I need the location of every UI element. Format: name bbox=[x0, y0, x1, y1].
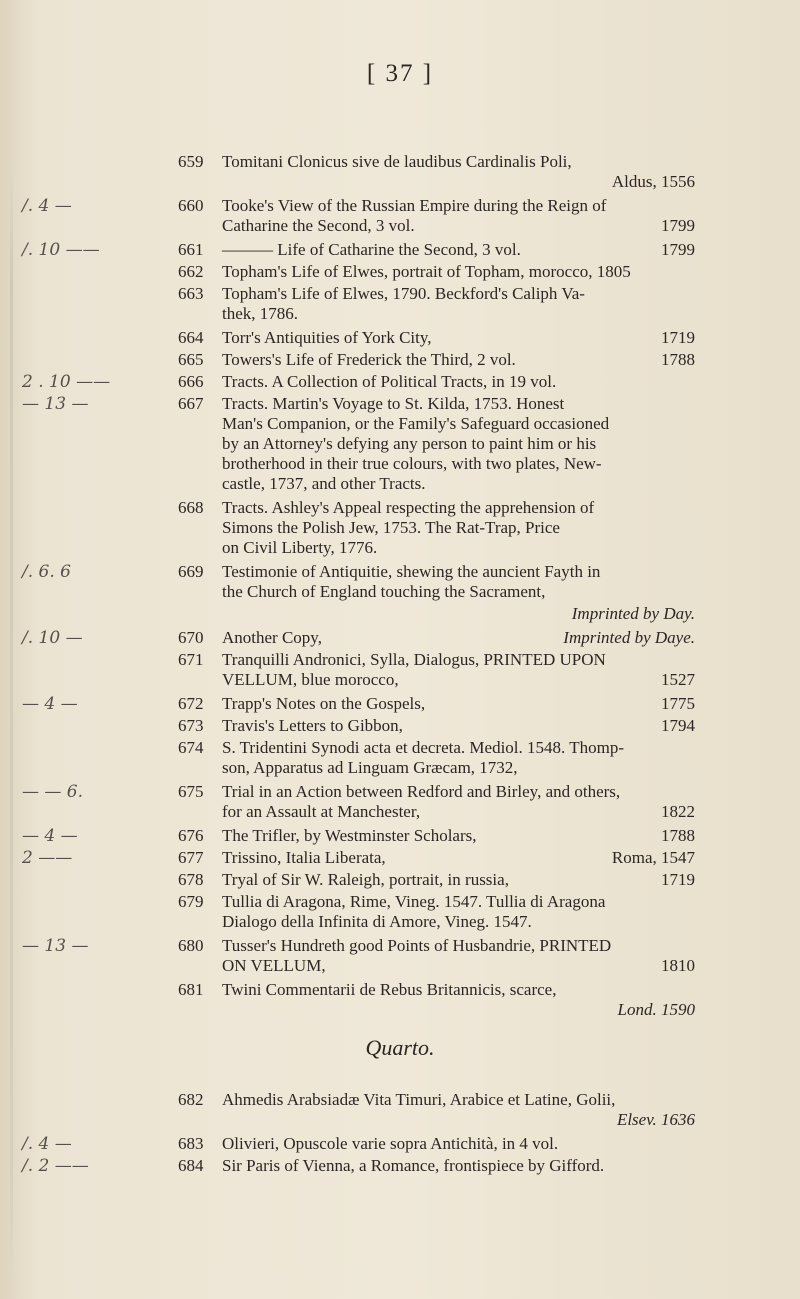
entry-text: Towers's Life of Frederick the Third, 2 vol. bbox=[222, 350, 516, 369]
section-title: Quarto. bbox=[365, 1035, 435, 1060]
entry-number: 670 bbox=[178, 628, 204, 647]
entry-continuation: the Church of England touching the Sacrament, bbox=[222, 582, 546, 601]
entry-imprint: Imprinted by Day. bbox=[571, 604, 695, 623]
entry-imprint: Roma, 1547 bbox=[611, 848, 695, 867]
entry-imprint: 1775 bbox=[661, 694, 695, 713]
entry-imprint: Elsev. 1636 bbox=[616, 1110, 695, 1129]
entry-continuation: thek, 1786. bbox=[222, 304, 299, 323]
entry-text: Tracts. Martin's Voyage to St. Kilda, 1753. Honest bbox=[222, 394, 565, 413]
price-mark: 2 —— bbox=[22, 848, 73, 868]
entry-continuation: by an Attorney's defying any person to paint him or his bbox=[222, 434, 597, 453]
entry-number: 661 bbox=[178, 240, 204, 259]
entry-number: 674 bbox=[178, 738, 204, 757]
entry-line bbox=[178, 738, 678, 758]
entry-text: Trissino, Italia Liberata, bbox=[222, 848, 386, 867]
entry-continuation: castle, 1737, and other Tracts. bbox=[222, 474, 426, 493]
entry-imprint: 1527 bbox=[661, 670, 695, 689]
entry-line bbox=[178, 152, 678, 172]
entry-line bbox=[178, 1156, 678, 1176]
entry-line bbox=[178, 562, 678, 582]
entry-imprint: 1788 bbox=[661, 826, 695, 845]
entry-text: S. Tridentini Synodi acta et decreta. Mediol. 1548. Thomp- bbox=[222, 738, 624, 757]
entry-text: Sir Paris of Vienna, a Romance, frontispiece by Gifford. bbox=[222, 1156, 605, 1175]
entry-line bbox=[178, 498, 678, 518]
entry-text: Olivieri, Opuscole varie sopra Antichità, in 4 vol. bbox=[222, 1134, 559, 1153]
entry-line bbox=[178, 1090, 678, 1110]
entry-text: Tullia di Aragona, Rime, Vineg. 1547. Tullia di Aragona bbox=[222, 892, 606, 911]
entry-line bbox=[178, 936, 678, 956]
entry-text: Travis's Letters to Gibbon, bbox=[222, 716, 403, 735]
entry-imprint: 1799 bbox=[661, 240, 695, 259]
entry-imprint: Lond. 1590 bbox=[617, 1000, 695, 1019]
entry-text: Topham's Life of Elwes, 1790. Beckford's Caliph Va- bbox=[222, 284, 585, 303]
entry-number: 675 bbox=[178, 782, 204, 801]
price-mark: /. 10 —— bbox=[22, 240, 100, 260]
entry-number: 678 bbox=[178, 870, 204, 889]
entry-line bbox=[178, 394, 678, 414]
price-mark: — 4 — bbox=[22, 826, 78, 846]
entry-number: 669 bbox=[178, 562, 204, 581]
entry-number: 672 bbox=[178, 694, 204, 713]
entry-text: Tracts. A Collection of Political Tracts, in 19 vol. bbox=[222, 372, 557, 391]
entry-number: 679 bbox=[178, 892, 204, 911]
entry-text: Trapp's Notes on the Gospels, bbox=[222, 694, 426, 713]
price-mark: /. 6. 6 bbox=[22, 562, 71, 582]
entry-number: 662 bbox=[178, 262, 204, 281]
price-mark: /. 4 — bbox=[22, 1134, 72, 1154]
entry-line bbox=[178, 1134, 678, 1154]
entry-imprint: 1719 bbox=[661, 870, 695, 889]
entry-number: 673 bbox=[178, 716, 204, 735]
entry-imprint: 1810 bbox=[661, 956, 695, 975]
entry-number: 667 bbox=[178, 394, 204, 413]
entry-imprint: 1788 bbox=[661, 350, 695, 369]
entry-text: Tusser's Hundreth good Points of Husbandrie, PRINTED bbox=[222, 936, 612, 955]
price-mark: — 13 — bbox=[22, 394, 89, 414]
entry-text: Another Copy, bbox=[222, 628, 322, 647]
entry-continuation: Dialogo della Infinita di Amore, Vineg. 1547. bbox=[222, 912, 532, 931]
entry-line bbox=[178, 782, 678, 802]
entry-text: Torr's Antiquities of York City, bbox=[222, 328, 432, 347]
entry-text: The Trifler, by Westminster Scholars, bbox=[222, 826, 477, 845]
entry-line bbox=[178, 650, 678, 670]
entry-number: 663 bbox=[178, 284, 204, 303]
entry-number: 664 bbox=[178, 328, 204, 347]
price-mark: /. 2 —— bbox=[22, 1156, 89, 1176]
entry-number: 665 bbox=[178, 350, 204, 369]
entry-line bbox=[178, 196, 678, 216]
entry-imprint: Imprinted by Daye. bbox=[563, 628, 695, 647]
entry-line bbox=[178, 372, 678, 392]
entry-text: Testimonie of Antiquitie, shewing the auncient Fayth in bbox=[222, 562, 601, 581]
entry-imprint: 1794 bbox=[661, 716, 695, 735]
entry-number: 671 bbox=[178, 650, 204, 669]
entry-text: Tomitani Clonicus sive de laudibus Cardinalis Poli, bbox=[222, 152, 572, 171]
entry-continuation: on Civil Liberty, 1776. bbox=[222, 538, 378, 557]
entry-line bbox=[178, 262, 678, 282]
entry-number: 684 bbox=[178, 1156, 204, 1175]
entry-imprint: 1822 bbox=[661, 802, 695, 821]
entry-number: 683 bbox=[178, 1134, 204, 1153]
price-mark: — 4 — bbox=[22, 694, 78, 714]
entry-number: 668 bbox=[178, 498, 204, 517]
entry-continuation: for an Assault at Manchester, bbox=[222, 802, 421, 821]
entry-line bbox=[178, 892, 678, 912]
entry-continuation: Simons the Polish Jew, 1753. The Rat-Trap, Price bbox=[222, 518, 560, 537]
entry-number: 659 bbox=[178, 152, 204, 171]
entry-continuation: Man's Companion, or the Family's Safeguard occasioned bbox=[222, 414, 610, 433]
entry-text: Tranquilli Andronici, Sylla, Dialogus, PRINTED UPON bbox=[222, 650, 606, 669]
entry-number: 677 bbox=[178, 848, 204, 867]
entry-continuation: son, Apparatus ad Linguam Græcam, 1732, bbox=[222, 758, 518, 777]
entry-text: Topham's Life of Elwes, portrait of Topham, morocco, 1805 bbox=[222, 262, 631, 281]
price-mark: /. 4 — bbox=[22, 196, 72, 216]
entry-number: 666 bbox=[178, 372, 204, 391]
entry-text: Trial in an Action between Redford and Birley, and others, bbox=[222, 782, 621, 801]
entry-number: 676 bbox=[178, 826, 204, 845]
entry-text: Twini Commentarii de Rebus Britannicis, scarce, bbox=[222, 980, 557, 999]
entry-text: Tryal of Sir W. Raleigh, portrait, in russia, bbox=[222, 870, 509, 889]
entry-number: 681 bbox=[178, 980, 204, 999]
page-header: [ 37 ] bbox=[366, 60, 434, 87]
entry-imprint: 1799 bbox=[661, 216, 695, 235]
entry-continuation: Catharine the Second, 3 vol. bbox=[222, 216, 415, 235]
entry-number: 682 bbox=[178, 1090, 204, 1109]
price-mark: /. 10 — bbox=[22, 628, 83, 648]
entry-number: 660 bbox=[178, 196, 204, 215]
entry-continuation: ON VELLUM, bbox=[222, 956, 326, 975]
entry-number: 680 bbox=[178, 936, 204, 955]
price-mark: 2 . 10 —— bbox=[22, 372, 111, 392]
entry-line bbox=[178, 284, 678, 304]
price-mark: — 13 — bbox=[22, 936, 89, 956]
entry-text: Ahmedis Arabsiadæ Vita Timuri, Arabice et Latine, Golii, bbox=[222, 1090, 616, 1109]
entry-text: ——— Life of Catharine the Second, 3 vol. bbox=[222, 240, 521, 259]
entry-imprint: 1719 bbox=[661, 328, 695, 347]
entry-text: Tracts. Ashley's Appeal respecting the apprehension of bbox=[222, 498, 595, 517]
margin-shadow bbox=[10, 170, 13, 1280]
price-mark: — — 6. bbox=[22, 782, 84, 802]
entry-continuation: brotherhood in their true colours, with two plates, New- bbox=[222, 454, 602, 473]
entry-line bbox=[178, 980, 678, 1000]
entry-text: Tooke's View of the Russian Empire during the Reign of bbox=[222, 196, 607, 215]
entry-imprint: Aldus, 1556 bbox=[611, 172, 695, 191]
entry-continuation: VELLUM, blue morocco, bbox=[222, 670, 399, 689]
